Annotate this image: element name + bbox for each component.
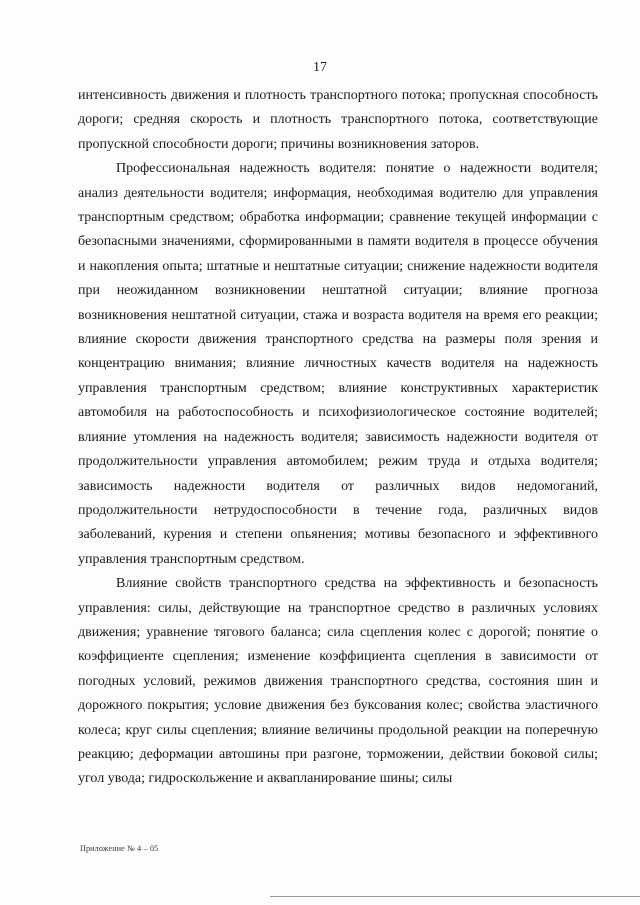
footer-label: Приложение № 4 – 05 <box>80 844 159 853</box>
paragraph-1: интенсивность движения и плотность транспортного потока; пропускная способность дороги; средняя скорость и плотность транспортного потока, соответствующие пропускной способности дороги; причины возникновения заторов. <box>78 88 598 152</box>
body-text <box>78 84 598 792</box>
paragraph-3: Влияние свойств транспортного средства на эффективность и безопасность управления: силы, действующие на транспортное средство в различных условиях движения; уравнение тягового баланса; сила сцепления колес с дорогой; понятие о коэффициенте сцепления; изменение коэффициента сцепления в зависимости от погодных условий, режимов движения транспортного средства, состояния шин и дорожного покрытия; условие движения без буксования колес; свойства эластичного колеса; круг силы сцепления; влияние величины продольной реакции на поперечную реакцию; деформации автошины при разгоне, торможении, действии боковой силы; угол увода; гидроскольжение и аквапланирование шины; силы <box>78 576 598 787</box>
page-number: 17 <box>313 60 327 75</box>
bottom-divider <box>270 896 640 897</box>
paragraph-2: Профессиональная надежность водителя: понятие о надежности водителя; анализ деятельности водителя; информация, необходимая водителю для управления транспортным средством; обработка информации; сравнение текущей информации с безопасными значениями, сформированными в памяти водителя в процессе обучения и накопления опыта; штатные и нештатные ситуации; снижение надежности водителя при неожиданном возникновении нештатной ситуации; влияние прогноза возникновения нештатной ситуации, стажа и возраста водителя на время его реакции; влияние скорости движения транспортного средства на размеры поля зрения и концентрацию внимания; влияние личностных качеств водителя на надежность управления транспортным средством; влияние конструктивных характеристик автомобиля на работоспособность и психофизиологическое состояние водителей; влияние утомления на надежность водителя; зависимость надежности водителя от продолжительности управления автомобилем; режим труда и отдыха водителя; зависимость надежности водителя от различных видов недомоганий, продолжительности нетрудоспособности в течение года, различных видов заболеваний, курения и степени опьянения; мотивы безопасного и эффективного управления транспортным средством. <box>78 161 598 567</box>
